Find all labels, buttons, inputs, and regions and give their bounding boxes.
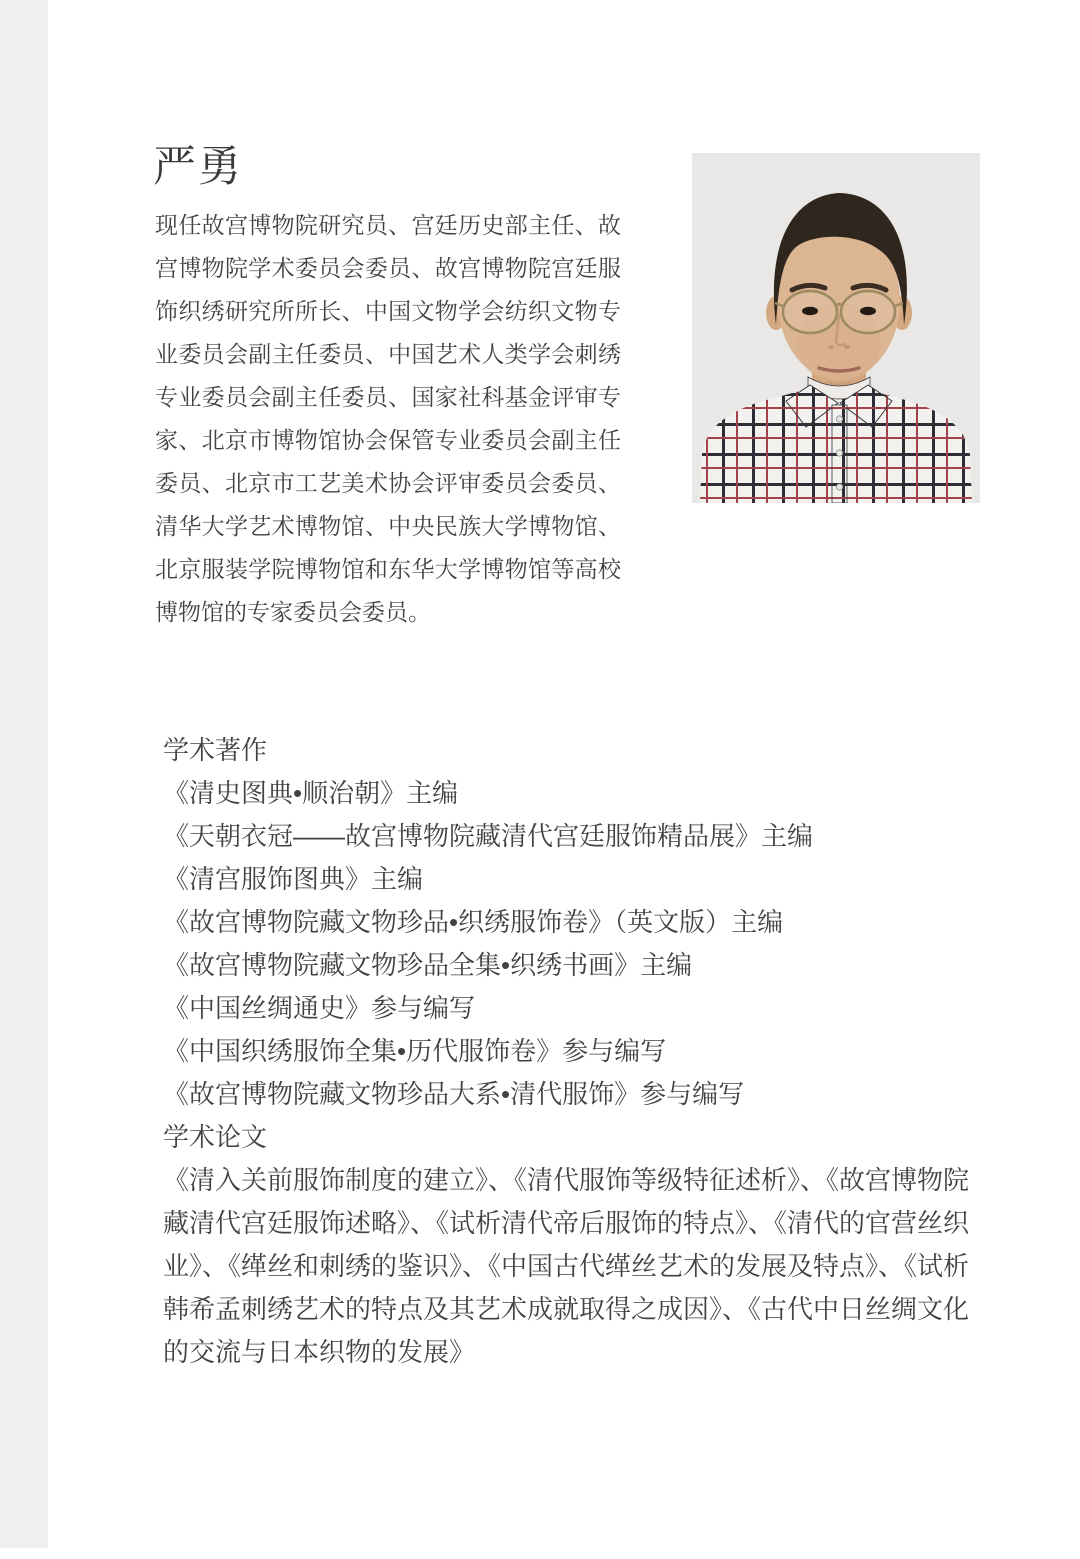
work-item: 《故宫博物院藏文物珍品大系•清代服饰》参与编写 [163,1079,745,1109]
work-item: 《故宫博物院藏文物珍品•织绣服饰卷》（英文版）主编 [163,907,784,937]
work-item: 《故宫博物院藏文物珍品全集•织绣书画》主编 [163,950,693,980]
profile-bio: 现任故宫博物院研究员、宫廷历史部主任、故宫博物院学术委员会委员、故宫博物院宫廷服饰织绣研究所所长、中国文物学会纺织文物专业委员会副主任委员、中国艺术人类学会刺绣专业委员会副主任委员、国家社科基金评审专家、北京市博物馆协会保管专业委员会副主任委员、北京市工艺美术协会评审委员会委员、清华大学艺术博物馆、中央民族大学博物馆、北京服装学院博物馆和东华大学博物馆等高校博物馆的专家委员会委员。 [155,212,621,625]
work-item: 《中国织绣服饰全集•历代服饰卷》参与编写 [163,1036,667,1066]
publications-section [163,729,969,1374]
portrait-illustration [692,153,980,503]
left-margin-strip [0,0,48,1548]
papers-heading: 学术论文 [163,1122,268,1152]
works-heading: 学术著作 [163,735,268,765]
profile-name: 严勇 [153,143,243,191]
papers-paragraph: 《清入关前服饰制度的建立》、《清代服饰等级特征述析》、《故宫博物院藏清代宫廷服饰述略》、《试析清代帝后服饰的特点》、《清代的官营丝织业》、《缂丝和刺绣的鉴识》、《中国古代缂丝艺术的发展及特点》、《试析韩希孟刺绣艺术的特点及其艺术成就取得之成因》、《古代中日丝绸文化的交流与日本织物的发展》 [163,1165,970,1367]
work-item: 《清史图典•顺治朝》主编 [163,778,459,808]
work-item: 《天朝衣冠——故宫博物院藏清代宫廷服饰精品展》主编 [163,821,814,851]
profile-photo [692,153,980,503]
work-item: 《清宫服饰图典》主编 [163,864,424,894]
work-item: 《中国丝绸通史》参与编写 [163,993,476,1023]
